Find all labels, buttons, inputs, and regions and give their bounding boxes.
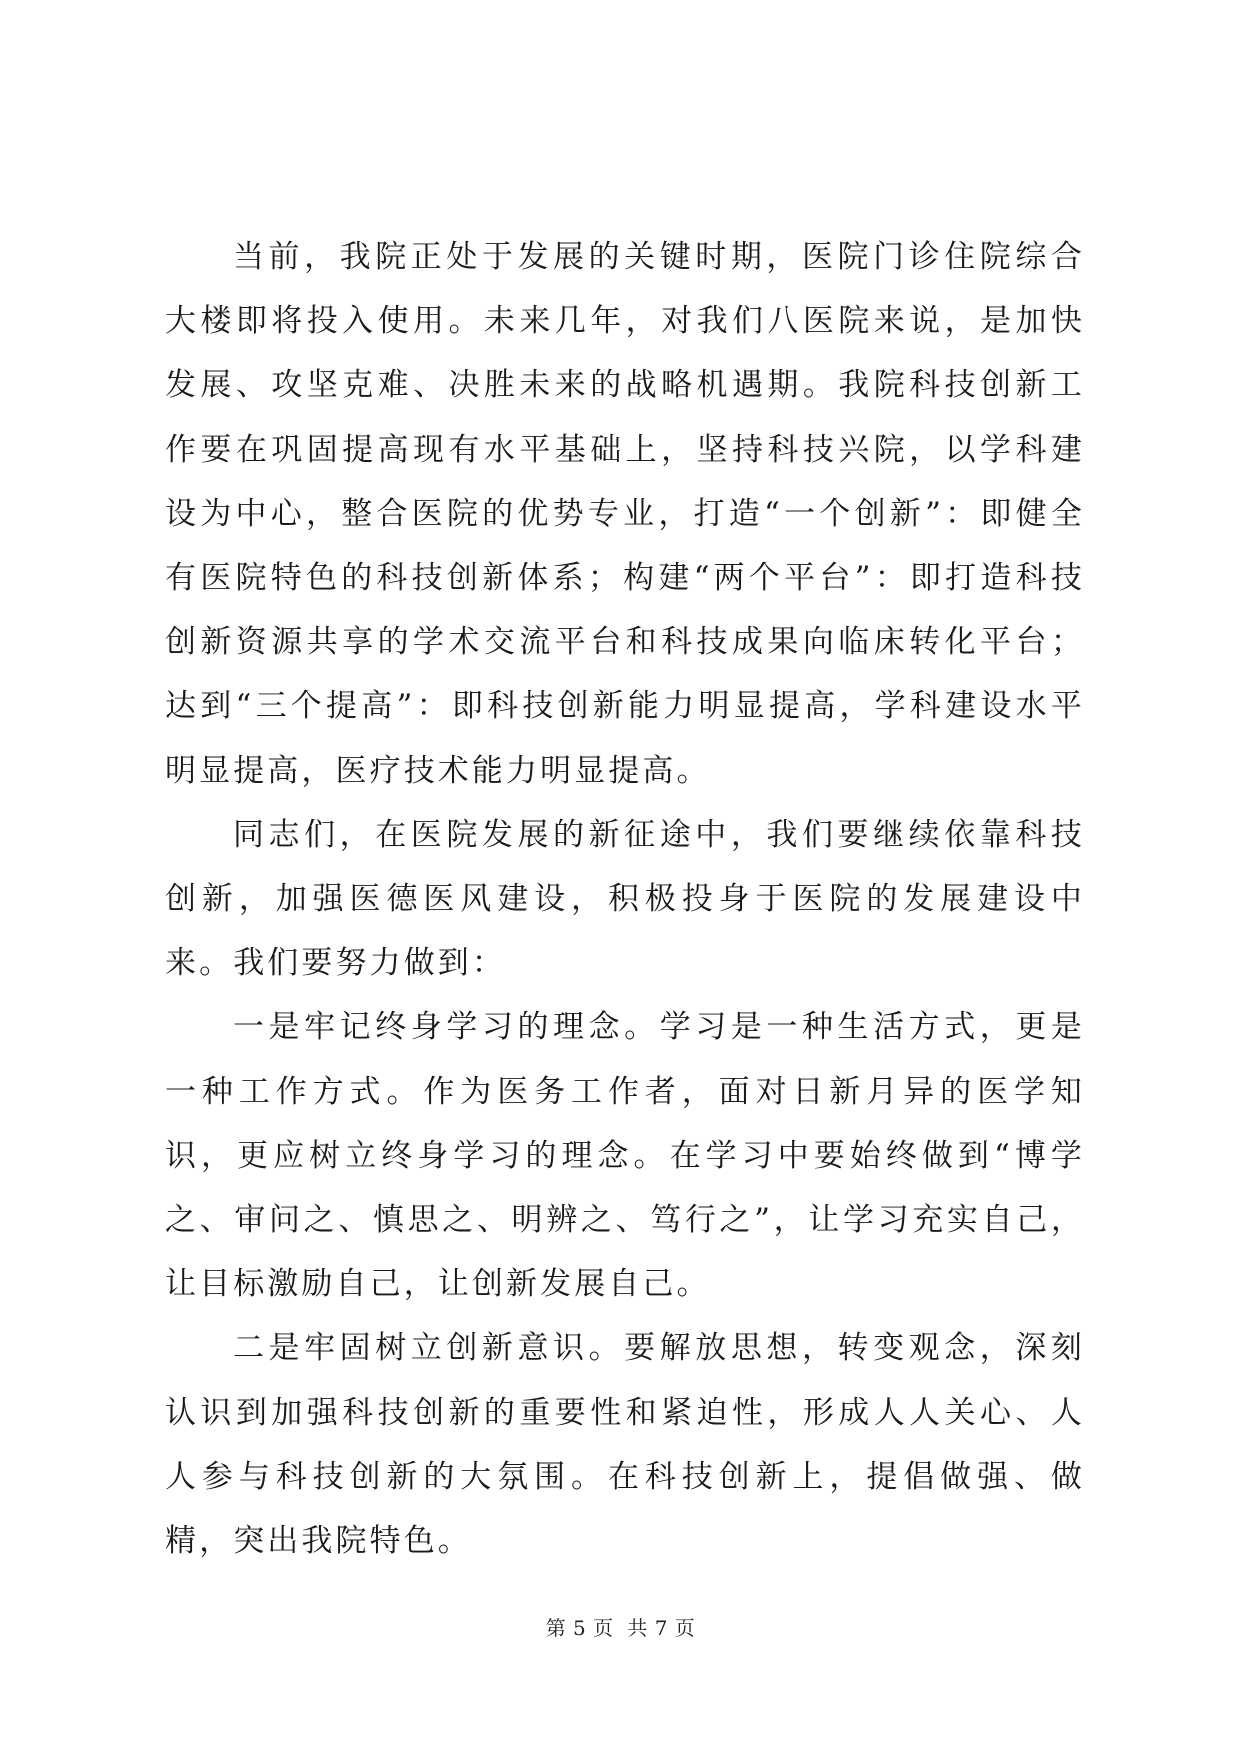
page-number: 第 5 页 共 7 页 [545, 1616, 696, 1640]
body-text [165, 225, 1085, 1573]
paragraph-comrades: 同志们，在医院发展的新征途中，我们要继续依靠科技创新，加强医德医风建设，积极投身于医院的发展建设中来。我们要努力做到： [165, 816, 1085, 982]
paragraph-development-plan: 当前，我院正处于发展的关键时期，医院门诊住院综合大楼即将投入使用。未来几年，对我们八医院来说，是加快发展、攻坚克难、决胜未来的战略机遇期。我院科技创新工作要在巩固提高现有水平基础上，坚持科技兴院，以学科建设为中心，整合医院的优势专业，打造“一个创新”：即健全有医院特色的科技创新体系；构建“两个平台”：即打造科技创新资源共享的学术交流平台和科技成果向临床转化平台；达到“三个提高”：即科技创新能力明显提高，学科建设水平明显提高，医疗技术能力明显提高。 [165, 239, 1085, 789]
paragraph-lifelong-learning: 一是牢记终身学习的理念。学习是一种生活方式，更是一种工作方式。作为医务工作者，面对日新月异的医学知识，更应树立终身学习的理念。在学习中要始终做到“博学之、审问之、慎思之、明辨之、笃行之”，让学习充实自己，让目标激励自己，让创新发展自己。 [165, 1009, 1085, 1303]
page-footer [0, 1612, 1241, 1641]
paragraph-innovation-awareness: 二是牢固树立创新意识。要解放思想，转变观念，深刻认识到加强科技创新的重要性和紧迫性，形成人人关心、人人参与科技创新的大氛围。在科技创新上，提倡做强、做精，突出我院特色。 [165, 1330, 1085, 1560]
